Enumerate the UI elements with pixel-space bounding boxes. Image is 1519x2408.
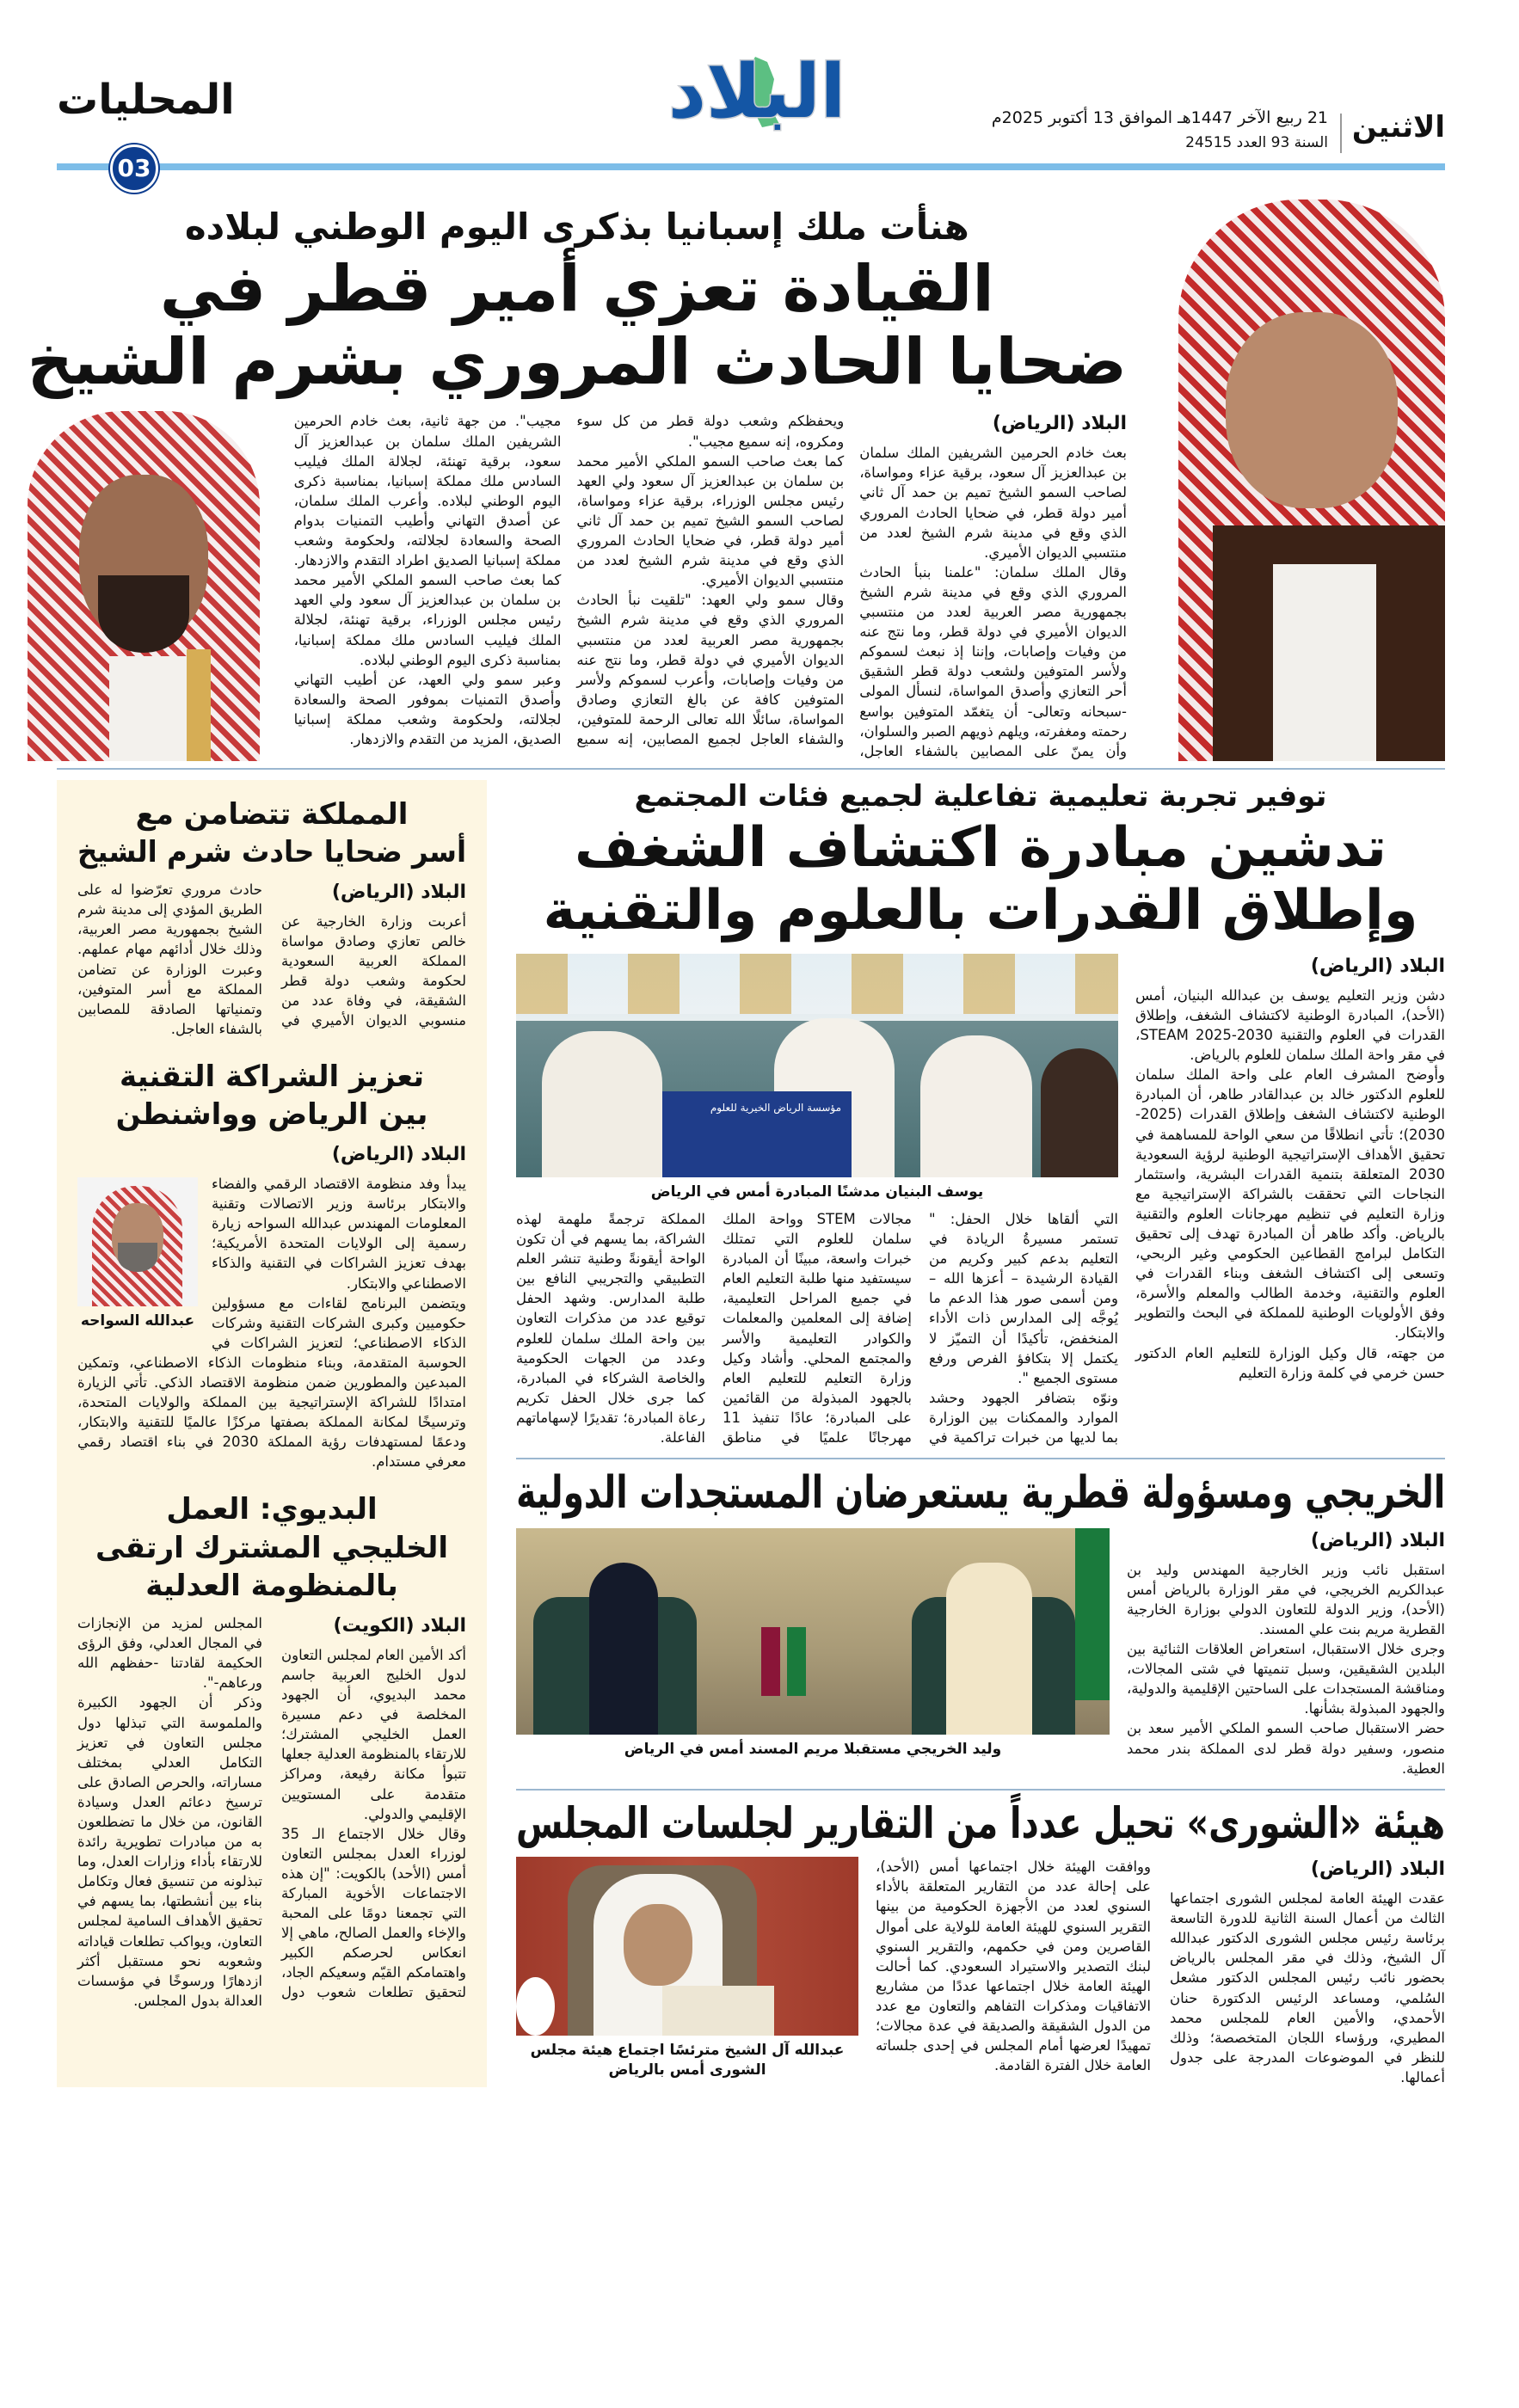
page-content	[27, 200, 1446, 2087]
sidebar-story-2	[77, 1058, 466, 1472]
paragraph: أعربت وزارة الخارجية عن خالص تعازي وصادق مواساة المملكة العربية السعودية لحكومة وشعب دولة قطر الشقيقة، في وفاة عدد من منسوبي الديوان الأميري في حادث مروري تعرّضوا له على الطريق المؤدي إلى مدينة شرم الشيخ بجمهورية مصر العربية، وذلك خلال أدائهم مهام عملهم. وعبرت الوزارة عن تضامن المملكة مع أسر المتوفين، وتمنياتها الصادقة للمصابين بالشفاء العاجل.	[77, 882, 466, 1037]
steam-launch-photo	[516, 954, 1118, 1177]
sidebar-1-headline-line2-wrap	[77, 833, 466, 871]
logo[interactable]	[654, 49, 860, 153]
paragraph: كما بعث صاحب السمو الملكي الأمير محمد بن سلمان بن عبدالعزيز آل سعود ولي العهد رئيس مجلس الوزراء، برقية عزاء ومواساة، لصاحب السمو الشيخ تميم بن حمد آل ثاني أمير دولة قطر، في ضحايا الحادث المروري الذي وقع في مدينة شرم الشيخ لعدد من منتسبي الديوان الأميري.	[576, 452, 845, 589]
sidebar-3-headline-line1: البديوي: العمل	[166, 1492, 378, 1527]
lead-headline-line2: ضحايا الحادث المروري بشرم الشيخ	[27, 325, 1127, 400]
steam-photo-caption: يوسف البنيان مدشنًا المبادرة أمس في الرياض	[650, 1183, 984, 1201]
steam-headline-line2: وإطلاق القدرات بالعلوم والتقنية	[543, 879, 1418, 943]
paragraph: أكد الأمين العام لمجلس التعاون لدول الخليج العربية جاسم محمد البديوي، أن الجهود المخلصة في دعم مسيرة العمل الخليجي المشترك؛ للارتقاء بالمنظومة العدلية جعلها تتبوأ مكانة رفيعة، ومراكز متقدمة على المستويين الإقليمي والدولي.	[281, 1646, 466, 1822]
paragraph: يبدأ وفد منظومة الاقتصاد الرقمي والفضاء والابتكار برئاسة وزير الاتصالات وتقنية المعلومات المهندس عبدالله السواحه زيارة رسمية إلى الولايات المتحدة الأمريكية؛ بهدف تعزيز الشراكات في التقنية والذكاء الاصطناعي والابتكار.	[212, 1176, 466, 1292]
steam-right-column	[1135, 954, 1445, 1383]
alswaha-photo-caption: عبدالله السواحه	[80, 1312, 195, 1330]
khuraiji-story	[516, 1468, 1445, 1778]
sidebar	[57, 780, 487, 2087]
lead-headline-line1-wrap	[28, 253, 1127, 326]
sidebar-2-headline-line2-wrap	[77, 1096, 466, 1133]
steam-lower-columns	[516, 1209, 1118, 1447]
issue-date: 21 ربيع الآخر 1447هـ الموافق 13 أكتوبر 2025م	[991, 108, 1328, 127]
paragraph: وأوضح المشرف العام على واحة الملك سلمان للعلوم الدكتور خالد بن عبدالقادر طاهر، أن المبادرة الوطنية لاكتشاف الشغف وإطلاق القدرات (2025-2030)؛ تأتي انطلاقًا من سعي الواحة للمساهمة في تحقيق الأهداف الإستراتيجية الوطنية لرؤية السعودية 2030 المتعلقة بتنمية القدرات البشرية، واستثمار النجاحات التي تحققت بالشراكة الإستراتيجية مع وزارة التعليم في تنظيم مهرجانات العلوم والتقنية بالرياض. وأكد طاهر أن المبادرة تهدف إلى تحقيق التكامل لبرامج القطاعين الحكومي وغير الربحي، وتسعى إلى اكتشاف الشغف وبناء القدرات في العلوم والتقنية، وخدمة الطالب والمعلم والأسرة، وفق الأولويات الوطنية للمملكة في البحث والتطوير والابتكار.	[1135, 1066, 1445, 1342]
shura-body	[876, 1857, 1445, 2087]
paragraph: وقال سمو ولي العهد: "تلقيت نبأ الحادث المروري الذي وقع في مدينة شرم الشيخ بجمهورية مصر العربية لعدد من منتسبي الديوان الأميري في دولة قطر، وما نتج عنه من وفيات وإصابات، وأعرب لسموكم ولأسر المتوفين كافة عن بالغ التعازي وصادق المواساة، سائلًا الله تعالى الرحمة للمتوفين، والشفاء العاجل لجميع المصابين، إنه سميع مجيب". من جهة ثانية، بعث خادم الحرمين الشريفين الملك سلمان بن عبدالعزيز آل سعود، برقية تهنئة، لجلالة الملك فيليب السادس ملك مملكة إسبانيا، بمناسبة ذكرى اليوم الوطني لبلاده. وأعرب الملك سلمان، عن أصدق التهاني وأطيب التمنيات بدوام الصحة والسعادة لجلالته، ولحكومة وشعب مملكة إسبانيا الصديق اطراد التقدم والازدهار. كما بعث صاحب السمو الملكي الأمير محمد بن سلمان بن عبدالعزيز آل سعود ولي العهد رئيس مجلس الوزراء، برقية تهنئة، لجلالة الملك فيليب السادس ملك مملكة إسبانيا، بمناسبة ذكرى اليوم الوطني لبلاده.	[293, 413, 845, 747]
divider	[57, 768, 1445, 770]
shura-dateline: البلاد (الرياض)	[1310, 1858, 1445, 1881]
shura-headline-wrap	[516, 1799, 1445, 1849]
khuraiji-meeting-photo	[516, 1528, 1110, 1735]
steam-body-row	[516, 954, 1445, 1447]
sidebar-3-headline-line3: بالمنظومة العدلية	[145, 1568, 398, 1603]
shura-headline: هيئة «الشورى» تحيل عدداً من التقارير لجلسات المجلس	[515, 1797, 1445, 1848]
issue-number: السنة 93 العدد 24515	[1185, 134, 1328, 151]
khuraiji-body-row	[516, 1528, 1445, 1778]
shura-photo-block	[516, 1857, 858, 2080]
sidebar-story-3	[77, 1490, 466, 2010]
steam-kicker: توفير تجربة تعليمية تفاعلية لجميع فئات المجتمع	[634, 778, 1327, 814]
sidebar-2-headline-line1: تعزيز الشراكة التقنية	[119, 1059, 425, 1094]
sidebar-3-headline-line2-wrap	[77, 1529, 466, 1567]
paragraph: وذكر أن الجهود الكبيرة والملموسة التي تبذلها دول مجلس التعاون في تعزيز التكامل العدلي بمختلف مساراته، والحرص الصادق على ترسيخ دعائم العدل وسيادة القانون، من خلال ما تضطلعون به من مبادرات تطويرية رائدة للارتقاء بأداء وزارات العدل، وما تبذلونه من تنسيق فعال وتكامل بناء بين أنشطتها، بما يسهم في تحقيق الأهداف السامية لمجلس التعاون، ويواكب تطلعات قياداته وشعوبه نحو مستقبل أكثر ازدهارًا ورسوخًا في مؤسسات العدالة بدول المجلس.	[77, 1694, 262, 2009]
shura-photo-caption: عبدالله آل الشيخ مترئسًا اجتماع هيئة مجلس الشورى أمس بالرياض	[530, 2042, 845, 2079]
header-rule	[57, 163, 1445, 170]
masthead	[0, 0, 1519, 194]
sidebar-1-dateline: البلاد (الرياض)	[331, 882, 466, 904]
page-number-badge	[110, 144, 158, 193]
paragraph: وقال الملك سلمان: "علمنا بنبأ الحادث المروري الذي وقع في مدينة شرم الشيخ بجمهورية مصر العربية لعدد من منتسبي الديوان الأميري في دولة قطر، وما نتج عنه من وفيات وإصابات، وإننا إذ نبعث لسموكم ولأسر المتوفين ولشعب دولة قطر الشقيق أحر التعازي وأصدق المواساة، لنسأل المولى -سبحانه وتعالى- أن يتغمّد المتوفين بواسع رحمته ومغفرته، ويلهم ذويهم الصبر والسلوان، وأن يمنّ على المصابين بالشفاء العاجل، ويحفظكم وشعب دولة قطر من كل سوء ومكروه، إنه سميع مجيب".	[576, 413, 1127, 759]
paragraph: وجرى خلال الاستقبال، استعراض العلاقات الثنائية بين البلدين الشقيقين، وسبل تنميتها في شتى المجالات، ومناقشة المستجدات على الساحتين الإقليمية والدولية، والجهود المبذولة بشأنها.	[1127, 1641, 1445, 1717]
sidebar-3-headline-line2: الخليجي المشترك ارتقى	[95, 1530, 449, 1565]
sidebar-3-body	[77, 1613, 466, 2011]
paragraph: دشن وزير التعليم يوسف بن عبدالله البنيان، أمس (الأحد)، المبادرة الوطنية لاكتشاف الشغف، وإطلاق القدرات في العلوم والتقنية STEAM 2025-2030، في مقر واحة الملك سلمان للعلوم بالرياض.	[1135, 986, 1446, 1064]
paragraph: ووافقت الهيئة خلال اجتماعها أمس (الأحد)، على إحالة عدد من التقارير المتعلقة بالأداء السنوي لعدد من الأجهزة الحكومية من بينها التقرير السنوي للهيئة العامة للولاية على أموال القاصرين ومن في حكمهم، والتقرير السنوي لبنك التصدير والاستيراد السعودي. كما أحالت الهيئة العامة خلال اجتماعها عددًا من مشاريع الاتفاقيات ومذكرات التفاهم والتعاون مع عدد من الدول الشقيقة والصديقة في عدة مجالات؛ تمهيدًا لعرضها أمام المجلس في إحدى جلساته العامة خلال الفترة القادمة.	[876, 1858, 1151, 2074]
shura-body-row	[516, 1857, 1445, 2087]
lead-dateline: البلاد (الرياض)	[992, 413, 1127, 435]
khuraiji-headline-wrap	[516, 1468, 1445, 1520]
paragraph: حضر الاستقبال صاحب السمو الملكي الأمير سعد بن منصور، وسفير دولة قطر لدى المملكة بندر محمد العطية.	[1127, 1720, 1445, 1777]
sidebar-1-body	[77, 880, 466, 1039]
page-number: 03	[117, 154, 151, 182]
lead-headline-line1: القيادة تعزي أمير قطر في	[159, 252, 994, 327]
sidebar-2-body	[77, 1142, 466, 1471]
paragraph: التي ألقاها خلال الحفل: " تستمر مسيرةُ الريادة في التعليم بدعم كبير وكريم من القيادة الرشيدة – أعزها الله – ومن أسمى صور هذا الدعم ما يُوجَّه إلى المدارس ذات الأداء المنخفض، تأكيدًا أن التميّز لا يكتمل إلا بتكافؤ الفرص ورفع مستوى الجميع ".	[929, 1211, 1118, 1386]
sidebar-2-dateline: البلاد (الرياض)	[331, 1144, 466, 1166]
lead-kicker: هنأت ملك إسبانيا بذكرى اليوم الوطني لبلاده	[184, 206, 969, 248]
lower-area	[57, 780, 1445, 2087]
steam-story	[516, 780, 1445, 1447]
sidebar-1-headline-line2: أسر ضحايا حادث شرم الشيخ	[77, 834, 466, 869]
paragraph: عقدت الهيئة العامة لمجلس الشورى اجتماعها الثالث من أعمال السنة الثانية للدورة التاسعة برئاسة رئيس مجلس الشورى الدكتور عبدالله آل الشيخ، وذلك في مقر المجلس بالرياض بحضور نائب رئيس المجلس الدكتور مشعل السُلمي، ومساعد الرئيس الدكتورة حنان الأحمدي، والأمين العام للمجلس محمد المطيري، ورؤساء اللجان المتخصصة؛ وذلك للنظر في الموضوعات المدرجة على جدول أعمالها.	[1170, 1890, 1445, 2086]
lead-kicker-wrap	[28, 206, 1127, 248]
paragraph: بعث خادم الحرمين الشريفين الملك سلمان بن عبدالعزيز آل سعود، برقية عزاء ومواساة، لصاحب السمو الشيخ تميم بن حمد آل ثاني أمير دولة قطر، في ضحايا الحادث المروري الذي وقع في مدينة شرم الشيخ لعدد من منتسبي الديوان الأميري.	[859, 445, 1127, 561]
sidebar-1-headline-line1-wrap	[77, 796, 466, 833]
sidebar-2-headline-line2: بين الرياض وواشنطن	[115, 1097, 428, 1133]
paragraph: من جهته، قال وكيل الوزارة للتعليم العام الدكتور حسن خرمي في كلمة وزارة التعليم	[1135, 1344, 1445, 1381]
khuraiji-photo-caption: وليد الخريجي مستقبلا مريم المسند أمس في الرياض	[624, 1740, 1002, 1758]
sidebar-1-headline-line1: المملكة تتضامن مع	[135, 796, 409, 832]
lead-body-row	[28, 411, 1127, 760]
divider	[1340, 114, 1342, 153]
paragraph: ونوّه بتضافر الجهود وحشد الموارد والممكنات بين الوزارة بما لديها من خبرات تراكمية في مجالات STEM وواحة الملك سلمان للعلوم التي تمتلك خبرات واسعة، مبينًا أن المبادرة سيستفيد منها طلبة التعليم العام في جميع المراحل التعليمية، إضافة إلى المعلمين والمعلمات والكوادر التعليمية والأسر والمجتمع المحلي. وأشاد وكيل وزارة التعليم للتعليم العام بالجهود المبذولة من القائمين على المبادرة؛ عادًا تنفيذ 11 مهرجانًا علميًا في مناطق المملكة ترجمةً ملهمة لهذه الشراكة، بما يسهم في أن تكون الواحة أيقونةً وطنية تنشر العلم التطبيقي والتجريبي النافع بين طلبة المدارس. وشهد الحفل توقيع عدد من مذكرات التعاون بين واحة الملك سلمان للعلوم وعدد من الجهات الحكومية والخاصة الشركاء في المبادرة، كما جرى خلال الحفل تكريم رعاة المبادرة؛ تقديرًا لإسهاماتهم الفاعلة.	[516, 1211, 1118, 1447]
khuraiji-headline: الخريجي ومسؤولة قطرية يستعرضان المستجدات الدولية	[515, 1467, 1445, 1520]
sidebar-3-headline-line1-wrap	[77, 1490, 466, 1528]
khuraiji-body	[1127, 1528, 1445, 1778]
sidebar-3-headline-line3-wrap	[77, 1567, 466, 1605]
alswaha-photo-block	[77, 1177, 198, 1331]
main-column	[516, 780, 1445, 2087]
shura-story	[516, 1799, 1445, 2087]
shura-meeting-photo	[516, 1857, 858, 2036]
sidebar-story-1	[77, 796, 466, 1039]
alswaha-photo	[77, 1177, 198, 1306]
sidebar-2-headline-line1-wrap	[77, 1058, 466, 1096]
steam-dateline: البلاد (الرياض)	[1310, 955, 1445, 978]
section-title: المحليات	[57, 76, 235, 124]
steam-headline-line2-wrap	[516, 880, 1445, 943]
lead-body	[294, 411, 1127, 760]
divider	[516, 1458, 1445, 1459]
king-salman-photo	[1144, 200, 1445, 761]
crown-prince-photo	[28, 411, 280, 760]
khuraiji-dateline: البلاد (الرياض)	[1310, 1529, 1445, 1551]
sidebar-3-dateline: البلاد (الكويت)	[333, 1615, 466, 1637]
paragraph: وعبر سمو ولي العهد، عن أطيب التهاني وأصدق التمنيات بموفور الصحة والسعادة لجلالته، ولحكومة وشعب مملكة إسبانيا الصديق، المزيد من التقدم والازدهار.	[293, 671, 562, 747]
paragraph: وقال خلال الاجتماع الـ 35 لوزراء العدل بمجلس التعاون أمس (الأحد) بالكويت: "إن هذه الاجتماعات الأخوية المباركة التي تجمعنا دومًا على المحبة والإخاء والعمل الصالح، ماهي إلا انعكاس لحرصكم الكبير واهتمامكم القيّم وسعيكم الجاد، لتحقيق تطلعات شعوب دول المجلس لمزيد من الإنجازات في المجال العدلي، وفق الرؤى الحكيمة لقادتنا -حفظهم الله ورعاهم-".	[77, 1615, 466, 2001]
khuraiji-photo-block	[516, 1528, 1110, 1760]
lead-main	[28, 200, 1127, 761]
logo-text: البلاد	[667, 49, 846, 135]
steam-headline-line1-wrap	[516, 817, 1445, 881]
divider	[516, 1789, 1445, 1791]
steam-left-block	[516, 954, 1118, 1447]
lead-story	[27, 200, 1445, 761]
lead-headline-line2-wrap	[28, 326, 1127, 399]
paragraph: استقبل نائب وزير الخارجية المهندس وليد بن عبدالكريم الخريجي، في مقر الوزارة بالرياض أمس (الأحد)، وزير الدولة للتعاون الدولي بوزارة الخارجية القطرية مريم بنت علي المسند.	[1127, 1561, 1445, 1637]
issue-day: الاثنين	[1351, 110, 1445, 144]
steam-kicker-wrap	[516, 780, 1445, 814]
paragraph: ويتضمن البرنامج لقاءات مع مسؤولين حكوميين وكبرى الشركات التقنية وشركات الذكاء الاصطناعي؛ لتعزيز الشراكات في الحوسبة المتقدمة، وبناء منظومات الذكاء الاصطناعي، وتمكين المبدعين والمطورين ضمن منظومة الاقتصاد الذكي. تأتي الزيارة امتدادًا للشراكة الإستراتيجية بين المملكة والولايات المتحدة، وترسيخًا لمكانة المملكة بصفتها مركزًا عالميًا للتقنية والابتكار، ودعمًا لمستهدفات رؤية المملكة 2030 في بناء اقتصاد رقمي معرفي مستدام.	[77, 1294, 466, 1471]
steam-headline-line1: تدشين مبادرة اكتشاف الشغف	[575, 815, 1387, 880]
photo-sign-text: مؤسسة الرياض الخيرية للعلوم	[710, 1102, 841, 1115]
